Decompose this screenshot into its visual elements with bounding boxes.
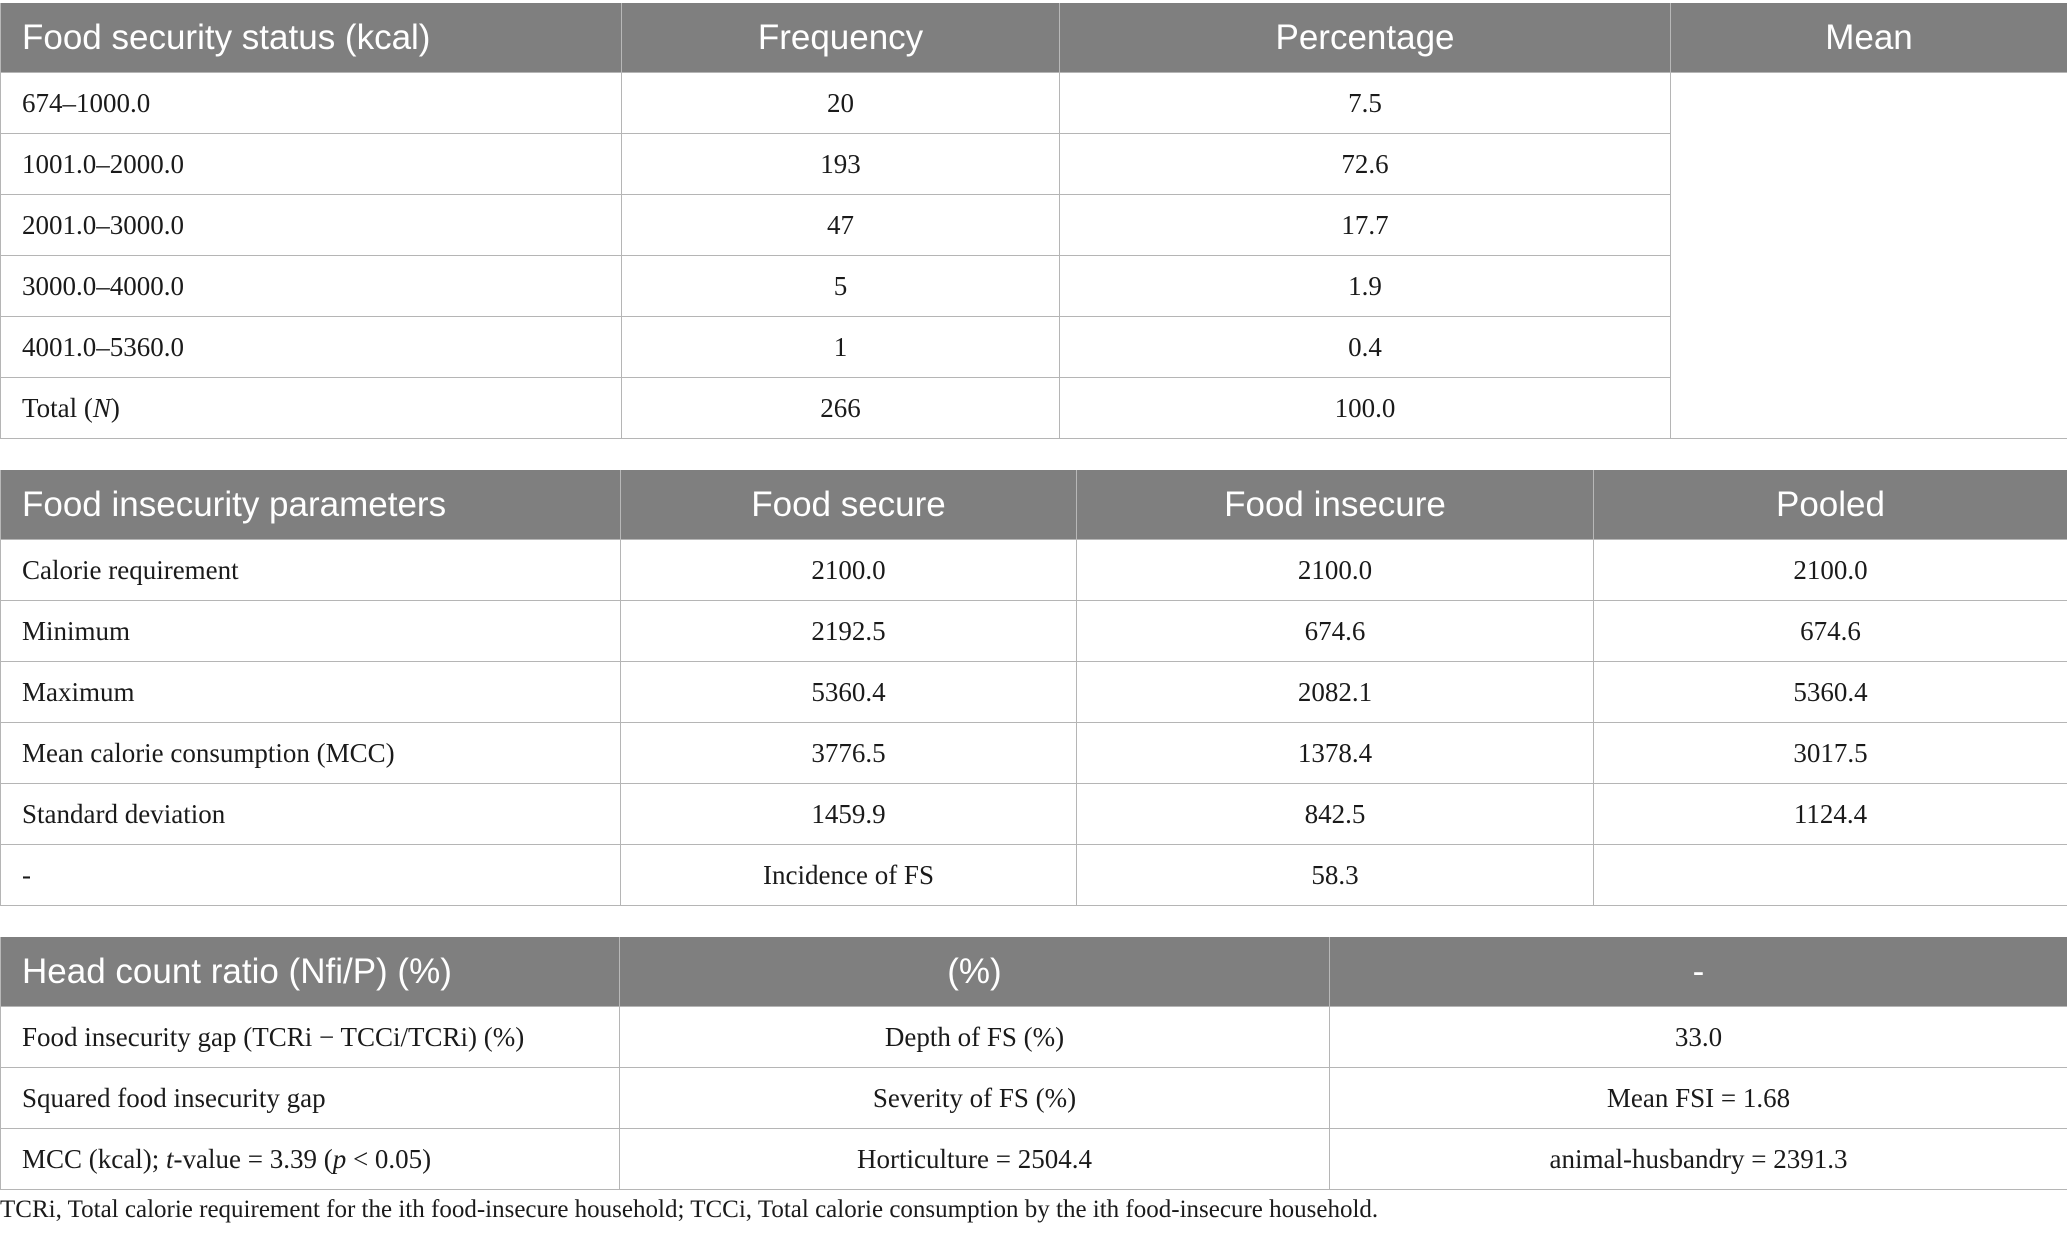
mcc-label-mid: -value = 3.39 ( (173, 1143, 333, 1174)
percentage-cell: 17.7 (1060, 195, 1671, 256)
column-header: Food insecurity parameters (1, 470, 621, 540)
table-row (1, 723, 2067, 784)
table-header-row (1, 470, 2067, 540)
food-insecure-cell: 674.6 (1077, 601, 1594, 662)
pooled-cell: 674.6 (1594, 601, 2067, 662)
total-label-prefix: Total ( (22, 392, 93, 423)
measure-cell: Severity of FS (%) (620, 1068, 1330, 1129)
food-secure-cell: 1459.9 (621, 784, 1077, 845)
table-row (1, 73, 2067, 134)
table-row (1, 1068, 2067, 1129)
column-header: Food secure (621, 470, 1077, 540)
percentage-cell: 7.5 (1060, 73, 1671, 134)
row-label: Food insecurity gap (TCRi − TCCi/TCRi) (%) (1, 1007, 620, 1068)
total-label-n: N (92, 392, 111, 423)
row-label-total (1, 378, 622, 439)
row-label: 3000.0–4000.0 (1, 256, 622, 317)
row-label-mcc (1, 1129, 620, 1190)
frequency-cell: 1 (622, 317, 1060, 378)
pooled-cell: 3017.5 (1594, 723, 2067, 784)
horticulture-cell: Horticulture = 2504.4 (620, 1129, 1330, 1190)
row-label: 1001.0–2000.0 (1, 134, 622, 195)
animal-husbandry-cell: animal-husbandry = 2391.3 (1330, 1129, 2067, 1190)
pooled-cell: 5360.4 (1594, 662, 2067, 723)
measure-cell: Depth of FS (%) (620, 1007, 1330, 1068)
row-label: Standard deviation (1, 784, 621, 845)
frequency-cell: 266 (622, 378, 1060, 439)
percentage-cell: 100.0 (1060, 378, 1671, 439)
table-row (1, 601, 2067, 662)
mcc-label-p: p (332, 1143, 347, 1174)
food-insecure-cell: 2100.0 (1077, 540, 1594, 601)
value-cell: Mean FSI = 1.68 (1330, 1068, 2067, 1129)
row-label: 2001.0–3000.0 (1, 195, 622, 256)
mcc-label-prefix: MCC (kcal); (22, 1143, 166, 1174)
row-label: Squared food insecurity gap (1, 1068, 620, 1129)
row-label: 4001.0–5360.0 (1, 317, 622, 378)
frequency-cell: 47 (622, 195, 1060, 256)
pooled-cell: 2100.0 (1594, 540, 2067, 601)
food-secure-cell: 2192.5 (621, 601, 1077, 662)
mean-cell-empty (1671, 73, 2067, 439)
head-count-ratio-table (0, 937, 2067, 1190)
frequency-cell: 20 (622, 73, 1060, 134)
column-header: Food insecure (1077, 470, 1594, 540)
percentage-cell: 0.4 (1060, 317, 1671, 378)
table-header-row (1, 3, 2067, 73)
food-insecure-cell: 58.3 (1077, 845, 1594, 906)
food-insecure-cell: 1378.4 (1077, 723, 1594, 784)
column-header: Pooled (1594, 470, 2067, 540)
pooled-cell (1594, 845, 2067, 906)
food-secure-cell: 2100.0 (621, 540, 1077, 601)
mcc-label-t: t (165, 1143, 174, 1174)
row-label: Minimum (1, 601, 621, 662)
food-insecurity-parameters-table (0, 470, 2067, 906)
pooled-cell: 1124.4 (1594, 784, 2067, 845)
percentage-cell: 72.6 (1060, 134, 1671, 195)
row-label: Calorie requirement (1, 540, 621, 601)
row-label: 674–1000.0 (1, 73, 622, 134)
food-security-status-table (0, 3, 2067, 439)
table-row (1, 1129, 2067, 1190)
row-label: Maximum (1, 662, 621, 723)
table-row (1, 845, 2067, 906)
value-cell: 33.0 (1330, 1007, 2067, 1068)
table-row (1, 1007, 2067, 1068)
row-label: Mean calorie consumption (MCC) (1, 723, 621, 784)
column-header: Food security status (kcal) (1, 3, 622, 73)
food-insecure-cell: 2082.1 (1077, 662, 1594, 723)
percentage-cell: 1.9 (1060, 256, 1671, 317)
mcc-label-suffix: < 0.05) (346, 1143, 432, 1174)
column-header: Head count ratio (Nfi/P) (%) (1, 937, 620, 1007)
food-secure-cell: Incidence of FS (621, 845, 1077, 906)
table-footnote: TCRi, Total calorie requirement for the ith food-insecure household; TCCi, Total calorie consumption by the ith food-insecure household. (0, 1196, 1379, 1223)
row-label: - (1, 845, 621, 906)
frequency-cell: 193 (622, 134, 1060, 195)
food-secure-cell: 5360.4 (621, 662, 1077, 723)
column-header: (%) (620, 937, 1330, 1007)
column-header: - (1330, 937, 2067, 1007)
table-header-row (1, 937, 2067, 1007)
table-row (1, 662, 2067, 723)
column-header: Frequency (622, 3, 1060, 73)
column-header: Percentage (1060, 3, 1671, 73)
total-label-suffix: ) (110, 392, 120, 423)
table-row (1, 784, 2067, 845)
food-insecure-cell: 842.5 (1077, 784, 1594, 845)
column-header: Mean (1671, 3, 2067, 73)
table-row (1, 540, 2067, 601)
frequency-cell: 5 (622, 256, 1060, 317)
food-secure-cell: 3776.5 (621, 723, 1077, 784)
